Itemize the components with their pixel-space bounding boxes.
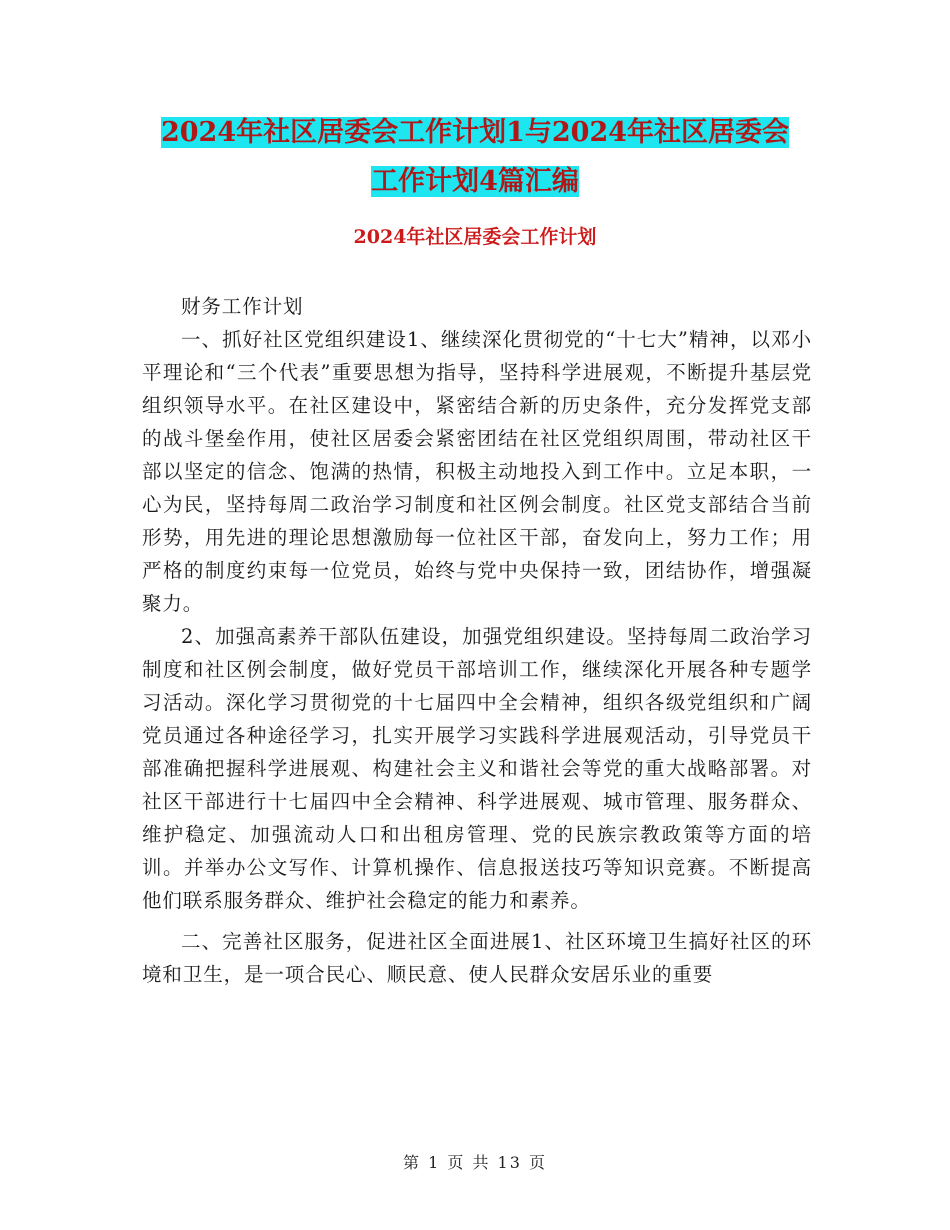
section-heading: 2024年社区居委会工作计划 [353,226,597,248]
document-title [150,108,800,206]
paragraph: 二、完善社区服务，促进社区全面进展1、社区环境卫生搞好社区的环境和卫生，是一项合民心、顺民意、使人民群众安居乐业的重要 [142,930,812,986]
paragraph: 财务工作计划 [181,295,304,318]
document-title-text: 2024年社区居委会工作计划1与2024年社区居委会工作计划4篇汇编 [160,117,790,197]
paragraph: 一、抓好社区党组织建设1、继续深化贯彻党的“十七大”精神，以邓小平理论和“三个代表”重要思想为指导，坚持科学进展观，不断提升基层党组织领导水平。在社区建设中，紧密结合新的历史条件，充分发挥党支部的战斗堡垒作用，使社区居委会紧密团结在社区党组织周围，带动社区干部以坚定的信念、饱满的热情，积极主动地投入到工作中。立足本职，一心为民，坚持每周二政治学习制度和社区例会制度。社区党支部结合当前形势，用先进的理论思想激励每一位社区干部，奋发向上，努力工作；用严格的制度约束每一位党员，始终与党中央保持一致，团结协作，增强凝聚力。 [142,328,812,615]
page-footer: 第 1 页 共 13 页 [403,1153,547,1172]
paragraph: 2、加强高素养干部队伍建设，加强党组织建设。坚持每周二政治学习制度和社区例会制度，做好党员干部培训工作，继续深化开展各种专题学习活动。深化学习贯彻党的十七届四中全会精神，组织各级党组织和广阔党员通过各种途径学习，扎实开展学习实践科学进展观活动，引导党员干部准确把握科学进展观、构建社会主义和谐社会等党的重大战略部署。对社区干部进行十七届四中全会精神、科学进展观、城市管理、服务群众、维护稳定、加强流动人口和出租房管理、党的民族宗教政策等方面的培训。并举办公文写作、计算机操作、信息报送技巧等知识竞赛。不断提高他们联系服务群众、维护社会稳定的能力和素养。 [142,625,812,912]
document-body [142,290,812,991]
